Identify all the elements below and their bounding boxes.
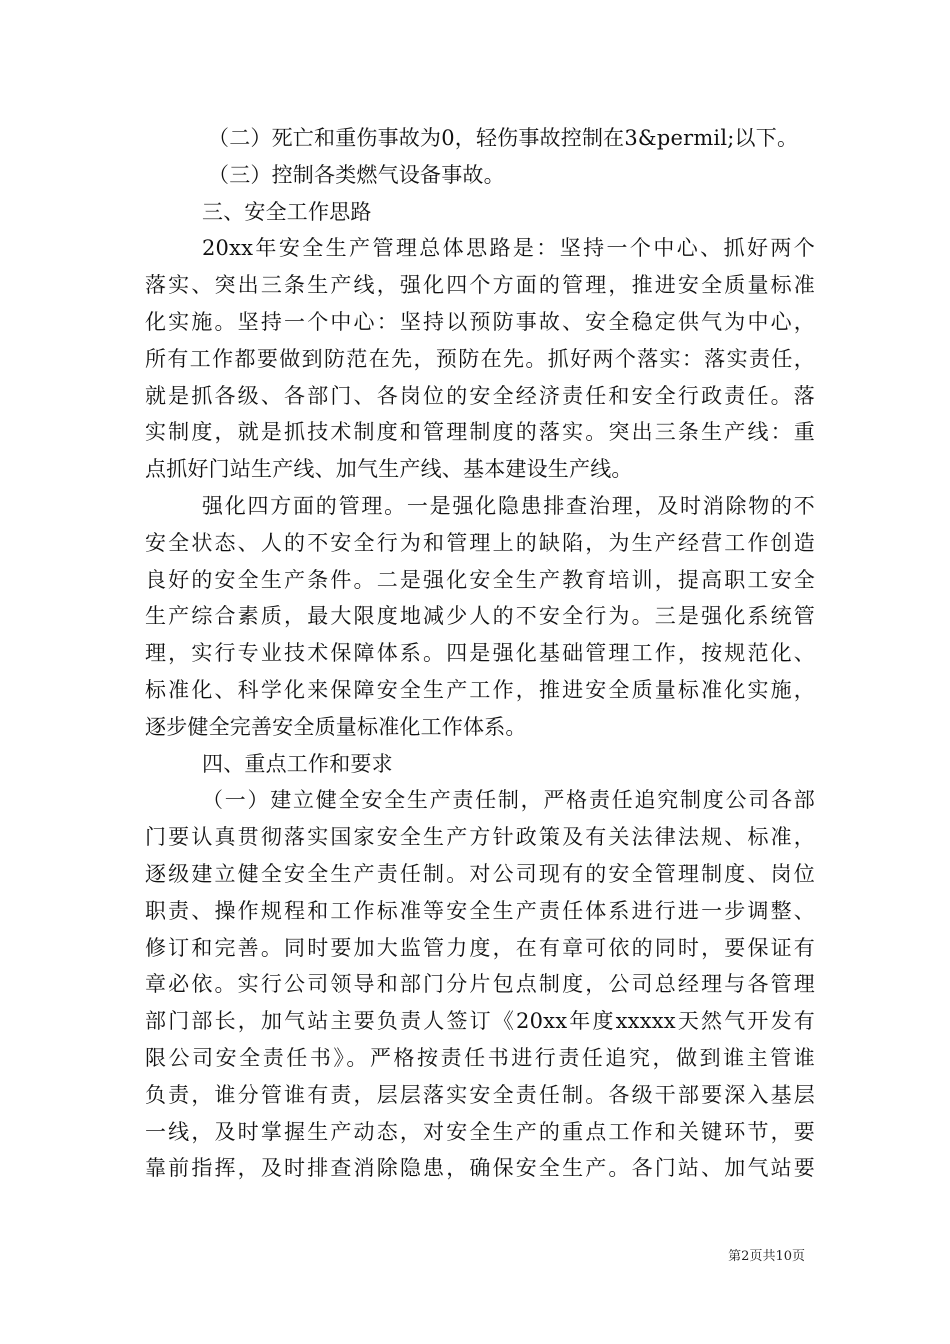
text-line: （三）控制各类燃气设备事故。	[208, 162, 505, 187]
text-line: 理，实行专业技术保障体系。四是强化基础管理工作，按规范化、	[145, 641, 815, 666]
page-number: 第2页共10页	[728, 1249, 805, 1264]
text-line: 标准化、科学化来保障安全生产工作，推进安全质量标准化实施，	[145, 677, 815, 702]
text-line: 逐步健全完善安全质量标准化工作体系。	[145, 714, 527, 739]
text-line: 限公司安全责任书》。严格按责任书进行责任追究，做到谁主管谁	[145, 1045, 815, 1070]
text-line: 所有工作都要做到防范在先，预防在先。抓好两个落实：落实责任，	[145, 346, 815, 371]
text-line: 点抓好门站生产线、加气生产线、基本建设生产线。	[145, 457, 633, 482]
text-line: 落实、突出三条生产线，强化四个方面的管理，推进安全质量标准	[145, 273, 815, 298]
text-line: （二）死亡和重伤事故为0，轻伤事故控制在3&permil;以下。	[208, 126, 799, 150]
text-line: 职责、操作规程和工作标准等安全生产责任体系进行进一步调整、	[145, 898, 815, 923]
text-line: 20xx年安全生产管理总体思路是：坚持一个中心、抓好两个	[202, 236, 815, 261]
text-line: 四、重点工作和要求	[202, 751, 393, 776]
text-line: 安全状态、人的不安全行为和管理上的缺陷，为生产经营工作创造	[145, 530, 815, 555]
text-line: 实制度，就是抓技术制度和管理制度的落实。突出三条生产线：重	[145, 420, 815, 445]
text-line: （一）建立健全安全生产责任制，严格责任追究制度公司各部	[202, 788, 815, 813]
text-line: 化实施。坚持一个中心：坚持以预防事故、安全稳定供气为中心，	[145, 309, 815, 334]
text-line: 良好的安全生产条件。二是强化安全生产教育培训，提高职工安全	[145, 567, 815, 592]
text-line: 门要认真贯彻落实国家安全生产方针政策及有关法律法规、标准，	[145, 825, 815, 850]
text-line: 负责，谁分管谁有责，层层落实安全责任制。各级干部要深入基层	[145, 1082, 815, 1107]
text-line: 生产综合素质，最大限度地减少人的不安全行为。三是强化系统管	[145, 604, 815, 629]
text-line: 就是抓各级、各部门、各岗位的安全经济责任和安全行政责任。落	[145, 383, 815, 408]
text-line: 逐级建立健全安全生产责任制。对公司现有的安全管理制度、岗位	[145, 861, 815, 886]
text-line: 一线，及时掌握生产动态，对安全生产的重点工作和关键环节，要	[145, 1119, 815, 1144]
text-line: 部门部长，加气站主要负责人签订《20xx年度xxxxx天然气开发有	[145, 1009, 815, 1034]
text-line: 靠前指挥，及时排查消除隐患，确保安全生产。各门站、加气站要	[145, 1156, 815, 1181]
text-line: 强化四方面的管理。一是强化隐患排查治理，及时消除物的不	[202, 493, 815, 518]
text-line: 章必依。实行公司领导和部门分片包点制度，公司总经理与各管理	[145, 972, 815, 997]
text-line: 三、安全工作思路	[202, 199, 372, 224]
document-body	[145, 120, 815, 1187]
text-line: 修订和完善。同时要加大监管力度，在有章可依的同时，要保证有	[145, 935, 815, 960]
